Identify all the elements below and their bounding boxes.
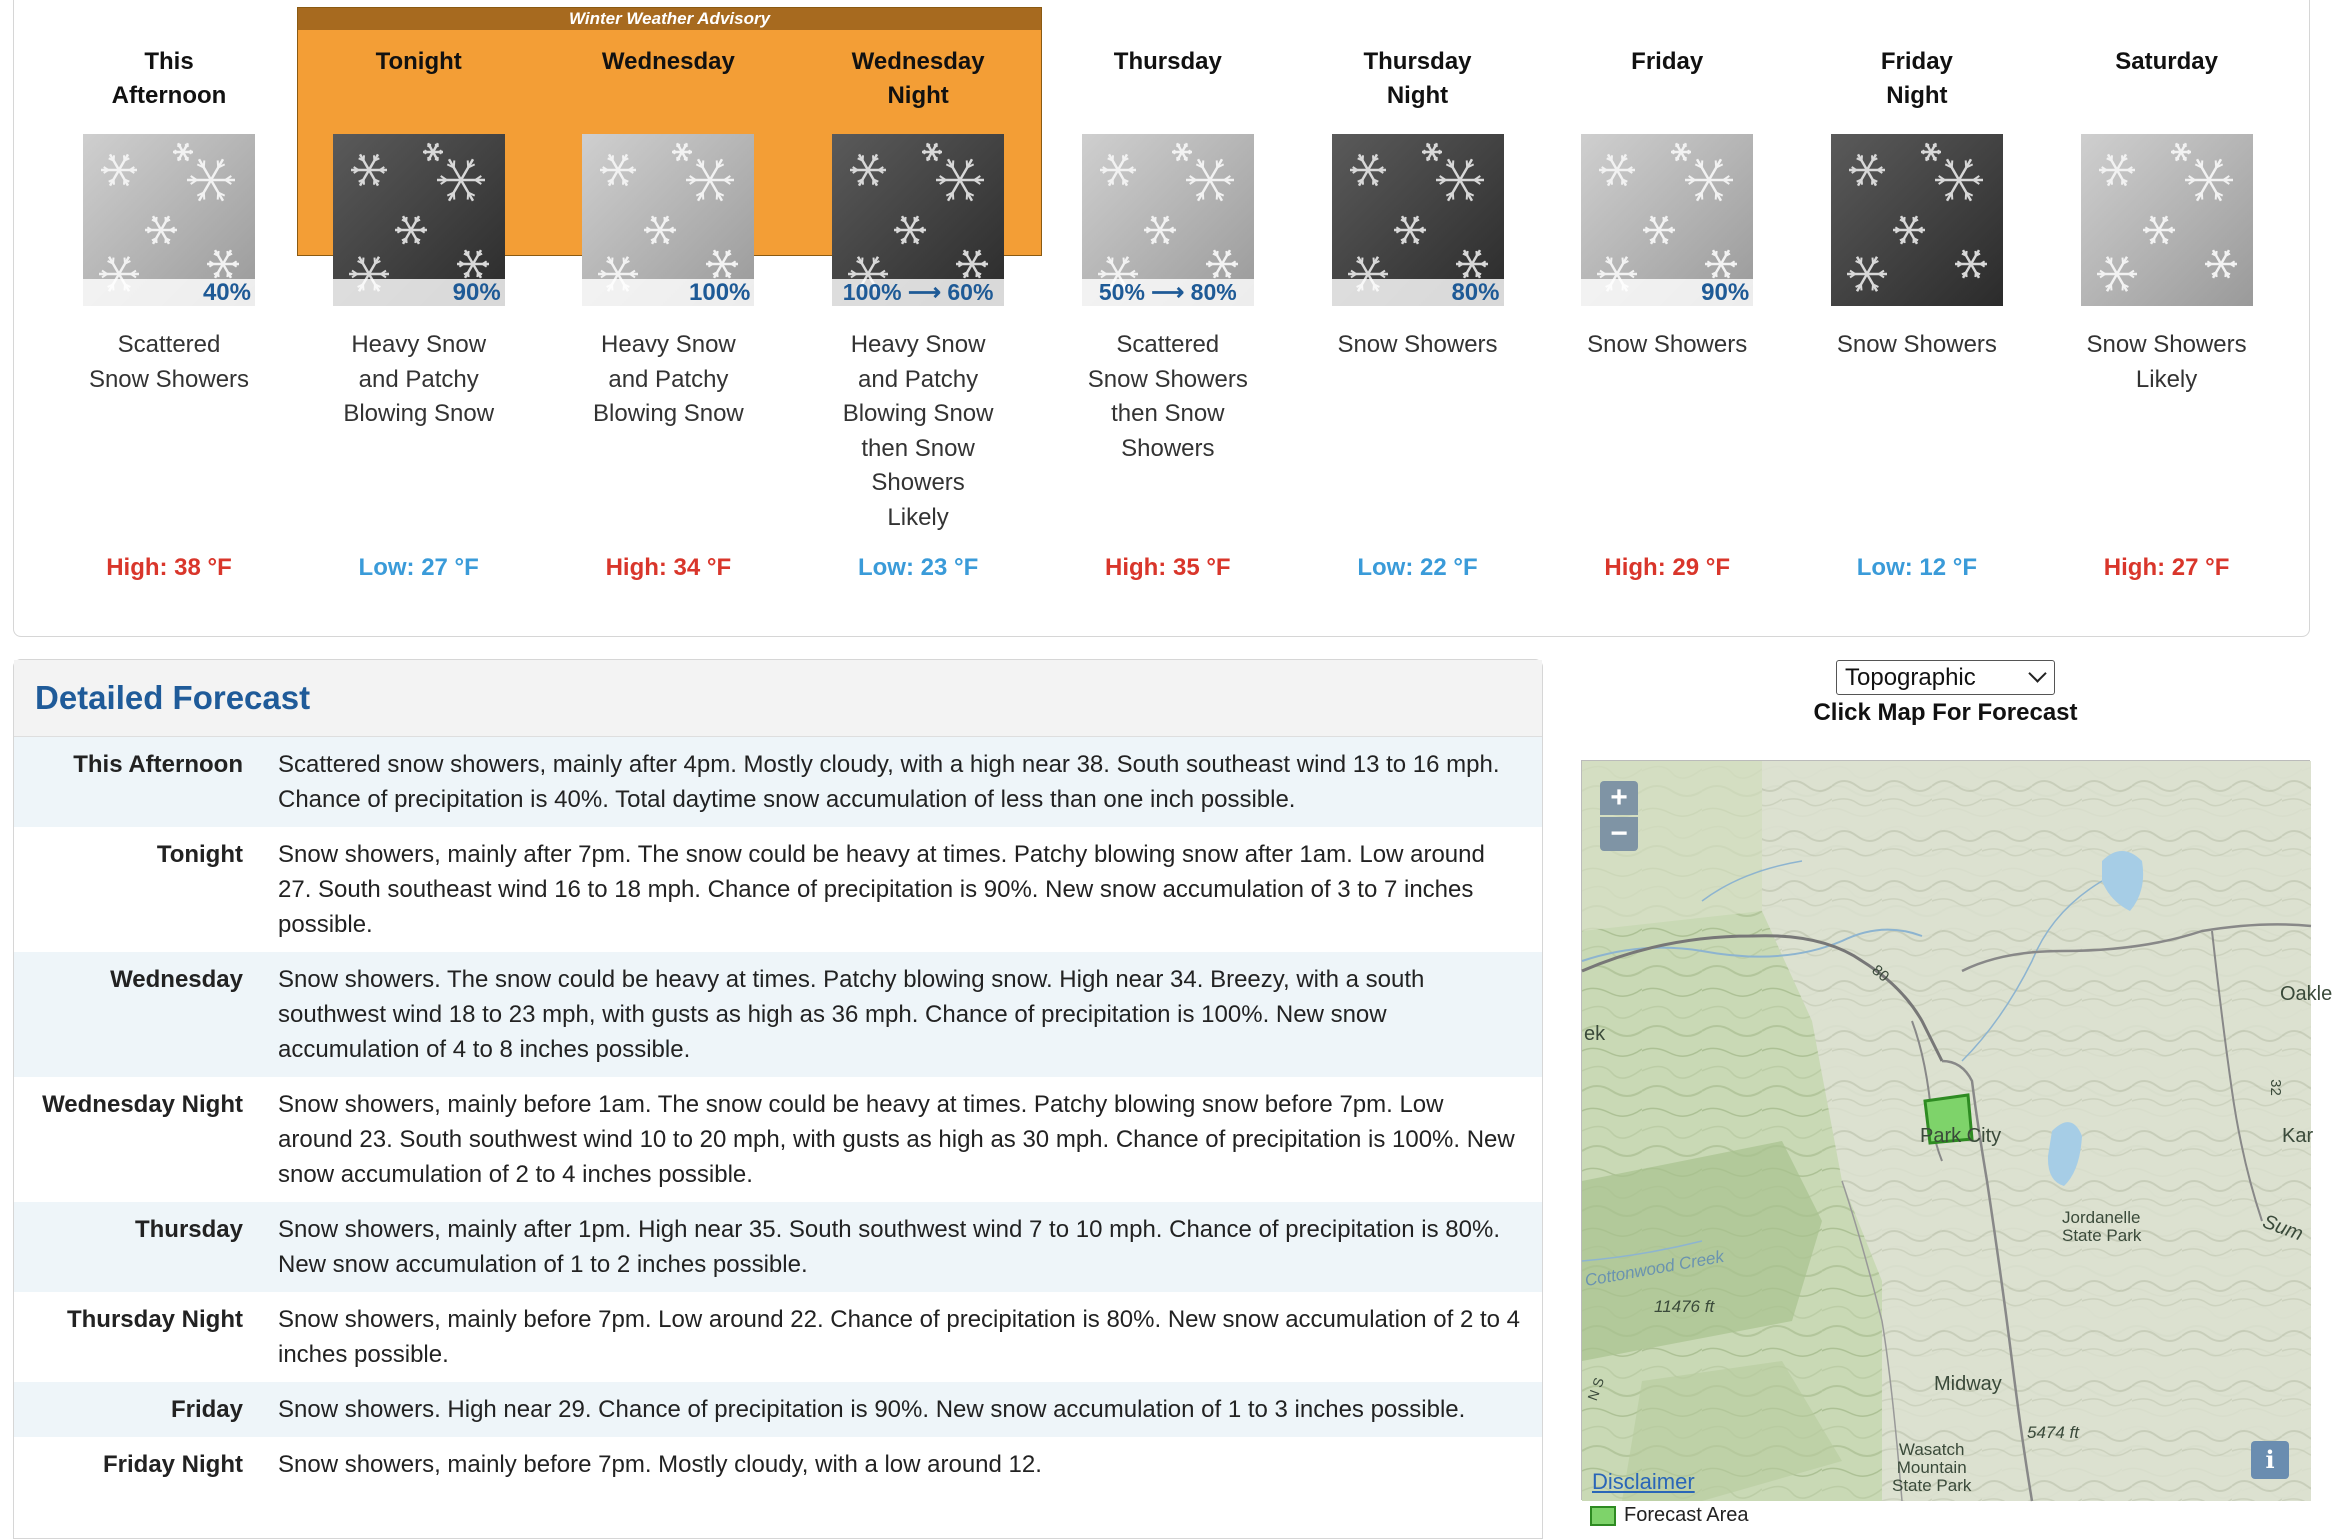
detailed-period-text: Snow showers, mainly after 7pm. The snow could be heavy at times. Patchy blowing snow after 1am. Low around 27. South southeast wind 16 to 18 mph. Chance of precipitation is 90%. New snow accumulation of 3 to 7 inches possible. — [243, 837, 1542, 942]
detailed-period-text: Snow showers, mainly before 7pm. Low around 22. Chance of precipitation is 80%. New snow accumulation of 2 to 4 inches possible. — [243, 1302, 1542, 1372]
map-label-wasatch: Wasatch Mountain State Park — [1892, 1441, 1971, 1495]
map-label-kamas: Kar — [2282, 1125, 2313, 1148]
detailed-period-label: Wednesday — [14, 962, 243, 1067]
snow-day-icon[interactable] — [582, 134, 754, 306]
map-label-ns: N S — [1584, 1375, 1607, 1402]
forecast-area-swatch — [1590, 1506, 1616, 1526]
map-disclaimer-link[interactable]: Disclaimer — [1592, 1469, 1695, 1495]
short-description: Heavy Snow and Patchy Blowing Snow — [295, 328, 543, 432]
map-label-sum: Sum — [2259, 1211, 2306, 1247]
seven-day-forecast — [13, 0, 2310, 637]
short-description: Snow Showers Likely — [2043, 328, 2291, 397]
period-temperature: High: 27 °F — [2043, 554, 2291, 582]
detailed-period-text: Scattered snow showers, mainly after 4pm. Mostly cloudy, with a high near 38. South southeast wind 13 to 16 mph. Chance of precipitation is 40%. Total daytime snow accumulation of less than one inch possible. — [243, 747, 1542, 817]
zoom-out-button[interactable]: − — [1600, 817, 1638, 851]
detailed-period-label: Tonight — [14, 837, 243, 942]
period-temperature: Low: 12 °F — [1793, 554, 2041, 582]
map-type-value: Topographic — [1845, 664, 1976, 691]
detailed-period-text: Snow showers. The snow could be heavy at times. Patchy blowing snow. High near 34. Breezy, with a south southwest wind 18 to 23 mph, with gusts as high as 36 mph. Chance of precipitation is 100%. New snow accumulation of 4 to 8 inches possible. — [243, 962, 1542, 1067]
precipitation-chance: 100% ⟶ 60% — [832, 279, 1004, 306]
detailed-forecast-row — [14, 737, 1542, 827]
zoom-in-button[interactable]: + — [1600, 781, 1638, 815]
detailed-period-text: Snow showers, mainly before 7pm. Mostly cloudy, with a low around 12. — [243, 1447, 1542, 1482]
map-legend-label: Forecast Area — [1624, 1504, 1749, 1526]
snow-day-icon[interactable] — [2081, 134, 2253, 306]
forecast-map[interactable] — [1581, 760, 2310, 1500]
precipitation-chance: 90% — [333, 279, 505, 306]
snow-day-icon[interactable] — [1082, 134, 1254, 306]
period-temperature: Low: 27 °F — [295, 554, 543, 582]
period-name: Tonight — [295, 45, 543, 79]
map-label-hwy-80: 80 — [1868, 962, 1892, 986]
detailed-forecast-row — [14, 952, 1542, 1077]
map-label-cottonwood-creek: Cottonwood Creek — [1583, 1247, 1725, 1291]
map-info-button[interactable]: i — [2251, 1441, 2289, 1479]
map-label-park-city: Park City — [1920, 1125, 2001, 1148]
precipitation-chance: 50% ⟶ 80% — [1082, 279, 1254, 306]
snow-day-icon[interactable] — [1581, 134, 1753, 306]
detailed-period-text: Snow showers, mainly before 1am. The snow could be heavy at times. Patchy blowing snow before 7pm. Low around 23. South southwest wind 10 to 20 mph, with gusts as high as 30 mph. Chance of precipitation is 100%. New snow accumulation of 2 to 4 inches possible. — [243, 1087, 1542, 1192]
map-label-elevation-2: 5474 ft — [2027, 1423, 2079, 1443]
map-hint: Click Map For Forecast — [1736, 699, 2155, 727]
period-name: This Afternoon — [45, 45, 293, 113]
map-label-hwy-32: 32 — [2267, 1079, 2284, 1096]
advisory-label[interactable]: Winter Weather Advisory — [298, 8, 1041, 30]
short-description: Snow Showers — [1543, 328, 1791, 363]
short-description: Snow Showers — [1294, 328, 1542, 363]
detailed-forecast-row — [14, 1292, 1542, 1382]
detailed-period-label: Wednesday Night — [14, 1087, 243, 1192]
detailed-forecast-panel — [13, 659, 1543, 1539]
short-description: Scattered Snow Showers — [45, 328, 293, 397]
period-name: Thursday Night — [1294, 45, 1542, 113]
snow-night-icon[interactable] — [333, 134, 505, 306]
chevron-down-icon — [2028, 664, 2046, 682]
detailed-period-label: Thursday — [14, 1212, 243, 1282]
period-name: Friday Night — [1793, 45, 2041, 113]
period-name: Saturday — [2043, 45, 2291, 79]
detailed-period-label: Thursday Night — [14, 1302, 243, 1372]
detailed-period-text: Snow showers. High near 29. Chance of precipitation is 90%. New snow accumulation of 1 to 3 inches possible. — [243, 1392, 1542, 1427]
period-temperature: Low: 23 °F — [794, 554, 1042, 582]
precipitation-chance: 100% — [582, 279, 754, 306]
detailed-forecast-rows — [14, 737, 1542, 1492]
detailed-forecast-row — [14, 1437, 1542, 1492]
period-temperature: Low: 22 °F — [1294, 554, 1542, 582]
period-temperature: High: 38 °F — [45, 554, 293, 582]
detailed-period-label: Friday — [14, 1392, 243, 1427]
detailed-forecast-title: Detailed Forecast — [14, 660, 1542, 737]
detailed-period-label: This Afternoon — [14, 747, 243, 817]
snow-night-icon[interactable] — [1831, 134, 2003, 306]
period-temperature: High: 29 °F — [1543, 554, 1791, 582]
precipitation-chance: 90% — [1581, 279, 1753, 306]
period-name: Wednesday Night — [794, 45, 1042, 113]
precipitation-chance: 80% — [1332, 279, 1504, 306]
short-description: Heavy Snow and Patchy Blowing Snow — [544, 328, 792, 432]
detailed-period-text: Snow showers, mainly after 1pm. High near 35. South southwest wind 7 to 10 mph. Chance of precipitation is 80%. New snow accumulation of 1 to 2 inches possible. — [243, 1212, 1542, 1282]
snow-night-icon[interactable] — [1332, 134, 1504, 306]
map-label-jordanelle: Jordanelle State Park — [2062, 1209, 2141, 1245]
detailed-forecast-row — [14, 1202, 1542, 1292]
detailed-forecast-row — [14, 827, 1542, 952]
detailed-forecast-row — [14, 1077, 1542, 1202]
period-temperature: High: 34 °F — [544, 554, 792, 582]
detailed-forecast-row — [14, 1382, 1542, 1437]
map-label-elevation-1: 11476 ft — [1654, 1297, 1714, 1317]
map-label-midway: Midway — [1934, 1373, 2002, 1396]
short-description: Scattered Snow Showers then Snow Showers — [1044, 328, 1292, 466]
period-name: Wednesday — [544, 45, 792, 79]
short-description: Heavy Snow and Patchy Blowing Snow then Snow Showers Likely — [794, 328, 1042, 535]
short-description: Snow Showers — [1793, 328, 2041, 363]
snow-night-icon[interactable] — [832, 134, 1004, 306]
map-legend — [1590, 1504, 1749, 1527]
map-label-oakley: Oakle — [2280, 983, 2332, 1006]
snow-day-icon[interactable] — [83, 134, 255, 306]
map-label-ek: ek — [1584, 1023, 1605, 1046]
period-name: Thursday — [1044, 45, 1292, 79]
detailed-period-label: Friday Night — [14, 1447, 243, 1482]
map-type-select[interactable] — [1836, 660, 2055, 695]
precipitation-chance: 40% — [83, 279, 255, 306]
period-temperature: High: 35 °F — [1044, 554, 1292, 582]
period-name: Friday — [1543, 45, 1791, 79]
